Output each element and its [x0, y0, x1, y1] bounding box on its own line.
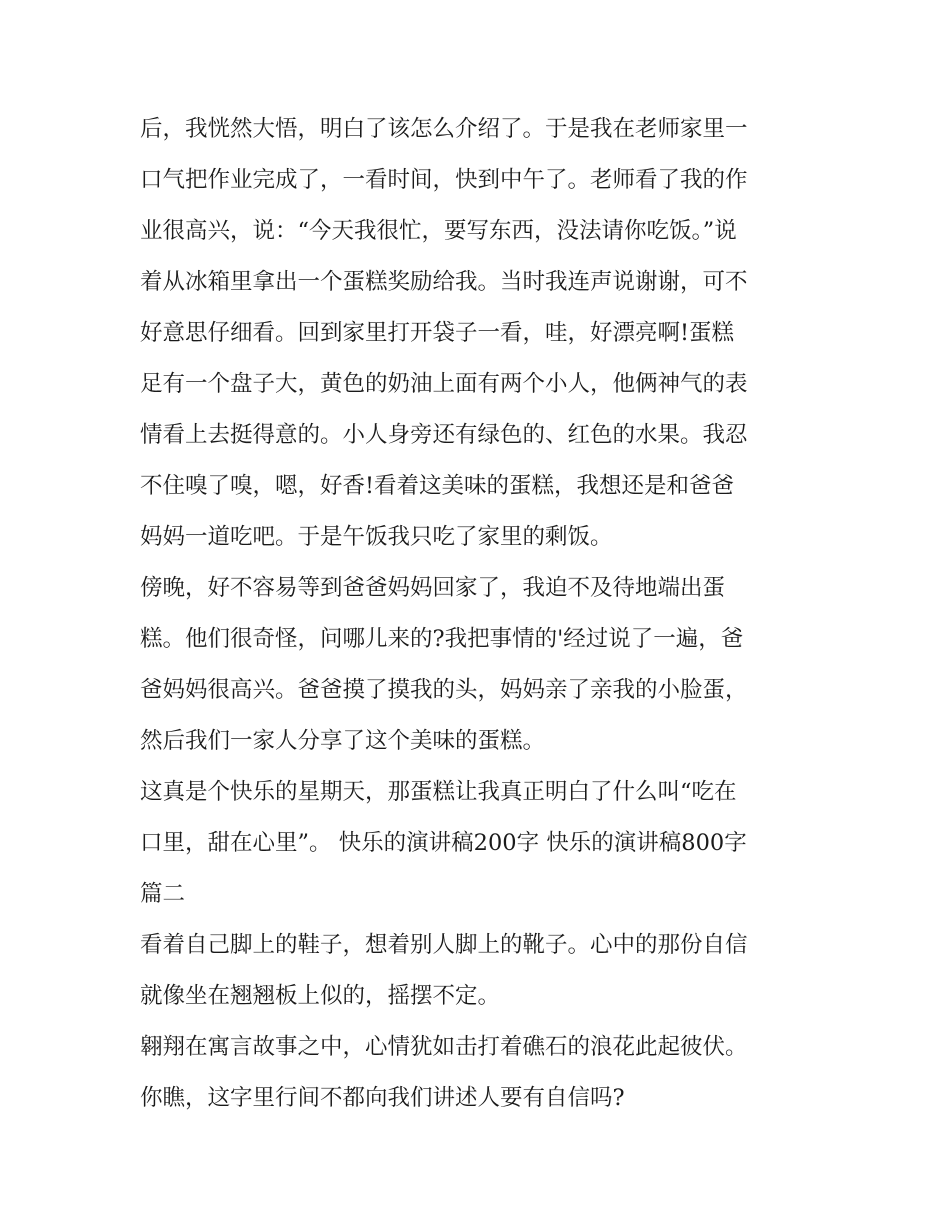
text-line: 不住嗅了嗅，嗯，好香!看着这美味的蛋糕，我想还是和爸爸	[140, 473, 735, 499]
text-line: 看着自己脚上的鞋子，想着别人脚上的靴子。心中的那份自信	[140, 932, 748, 958]
text-line: 然后我们一家人分享了这个美味的蛋糕。	[140, 728, 546, 754]
text-line: 就像坐在翘翘板上似的，摇摆不定。	[140, 983, 501, 1009]
paragraph-5	[140, 1022, 812, 1124]
text-line: 情看上去挺得意的。小人身旁还有绿色的、红色的水果。我忍	[140, 422, 748, 448]
text-line: 着从冰箱里拿出一个蛋糕奖励给我。当时我连声说谢谢，可不	[140, 269, 748, 295]
text-line: 口气把作业完成了，一看时间，快到中午了。老师看了我的作	[140, 167, 748, 193]
text-line: 傍晚，好不容易等到爸爸妈妈回家了，我迫不及待地端出蛋	[140, 575, 726, 601]
text-line: 篇二	[140, 881, 186, 907]
paragraph-1	[140, 104, 812, 563]
text-line: 妈妈一道吃吧。于是午饭我只吃了家里的剩饭。	[140, 524, 613, 550]
text-line: 业很高兴，说：“今天我很忙，要写东西，没法请你吃饭。”说	[140, 218, 737, 244]
text-line: 好意思仔细看。回到家里打开袋子一看，哇，好漂亮啊!蛋糕	[140, 320, 735, 346]
text-line: 你瞧，这字里行间不都向我们讲述人要有自信吗?	[140, 1085, 625, 1111]
text-line: 口里，甜在心里”。 快乐的演讲稿200字 快乐的演讲稿800字	[140, 830, 747, 856]
text-line: 后，我恍然大悟，明白了该怎么介绍了。于是我在老师家里一	[140, 116, 748, 142]
text-line: 翱翔在寓言故事之中，心情犹如击打着礁石的浪花此起彼伏。	[140, 1034, 748, 1060]
document-body	[140, 104, 812, 1124]
paragraph-3	[140, 767, 812, 920]
text-line: 爸妈妈很高兴。爸爸摸了摸我的头，妈妈亲了亲我的小脸蛋，	[140, 677, 748, 703]
text-line: 糕。他们很奇怪，问哪儿来的?我把事情的'经过说了一遍，爸	[140, 626, 744, 652]
text-line: 这真是个快乐的星期天，那蛋糕让我真正明白了什么叫“吃在	[140, 779, 737, 805]
paragraph-4	[140, 920, 812, 1022]
text-line: 足有一个盘子大，黄色的奶油上面有两个小人，他俩神气的表	[140, 371, 748, 397]
paragraph-2	[140, 563, 812, 767]
